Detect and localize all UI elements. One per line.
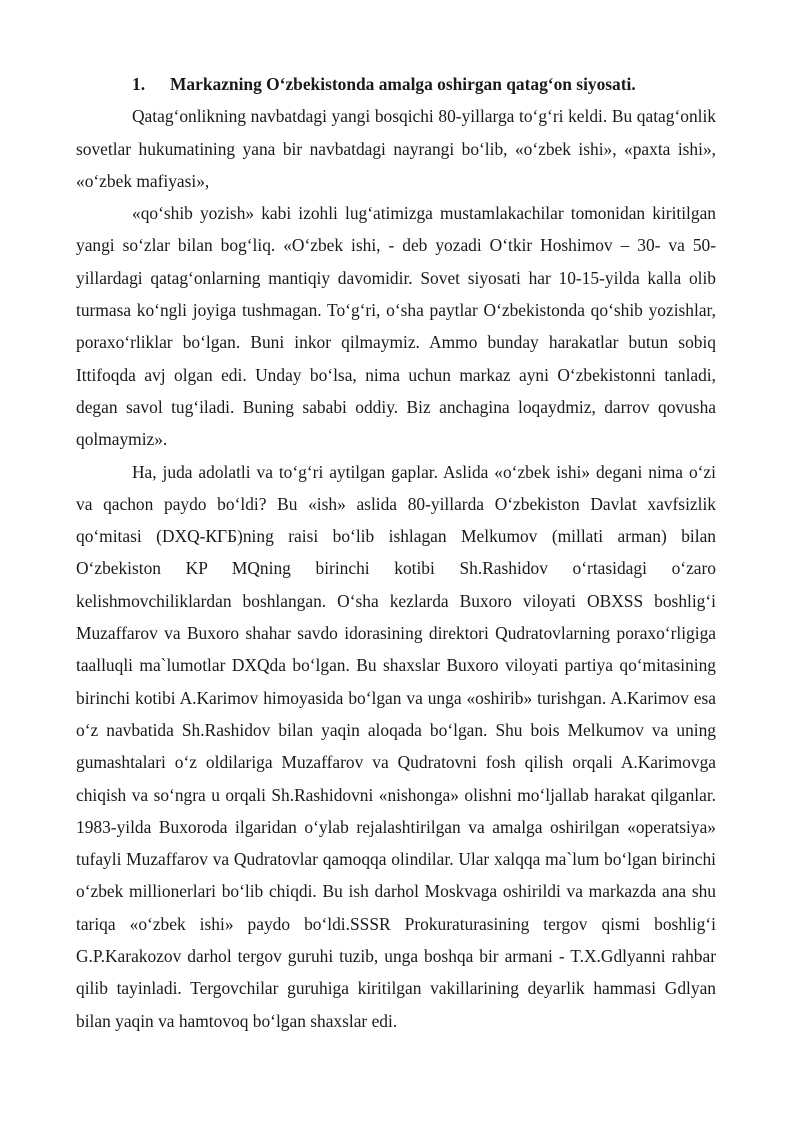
section-heading [76, 68, 716, 100]
section-number: 1. [132, 74, 146, 94]
paragraph-3: Ha, juda adolatli va to‘g‘ri aytilgan gaplar. Aslida «o‘zbek ishi» degani nima o‘zi va qachon paydo bo‘ldi? Bu «ish» aslida 80-yillarda O‘zbekiston Davlat xavfsizlik qo‘mitasi (DXQ-КГБ)ning raisi bo‘lib ishlagan Melkumov (millati arman) bilan O‘zbekiston KP MQning birinchi kotibi Sh.Rashidov o‘rtasidagi o‘zaro kelishmovchiliklardan boshlangan. O‘sha kezlarda Buxoro viloyati OBXSS boshlig‘i Muzaffarov va Buxoro shahar savdo idorasining direktori Qudratovlarning poraxo‘rligiga taalluqli ma`lumotlar DXQda bo‘lgan. Bu shaxslar Buxoro viloyati partiya qo‘mitasining birinchi kotibi A.Karimov himoyasida bo‘lgan va unga «oshirib» turishgan. A.Karimov esa o‘z navbatida Sh.Rashidov bilan yaqin aloqada bo‘lgan. Shu bois Melkumov va uning gumashtalari o‘z oldilariga Muzaffarov va Qudratovni fosh qilish orqali A.Karimovga chiqish va so‘ngra u orqali Sh.Rashidovni «nishonga» olishni mo‘ljallab harakat qilganlar. 1983-yilda Buxoroda ilgaridan o‘ylab rejalashtirilgan va amalga oshirilgan «operatsiya» tufayli Muzaffarov va Qudratovlar qamoqqa olindilar. Ular xalqqa ma`lum bo‘lgan birinchi o‘zbek millionerlari bo‘lib chiqdi. Bu ish darhol Moskvaga oshirildi va markazda ana shu tariqa «o‘zbek ishi» paydo bo‘ldi.SSSR Prokuraturasining tergov qismi boshlig‘i G.P.Karakozov darhol tergov guruhi tuzib, unga boshqa bir armani - T.X.Gdlyanni rahbar qilib tayinladi. Tergovchilar guruhiga kiritilgan vakillarining deyarlik hammasi Gdlyan bilan yaqin va hamtovoq bo‘lgan shaxslar edi. [76, 461, 716, 1031]
paragraph-1: Qatag‘onlikning navbatdagi yangi bosqichi 80-yillarga to‘g‘ri keldi. Bu qatag‘onlik sovetlar hukumatining yana bir navbatdagi nayrangi bo‘lib, «o‘zbek ishi», «paxta ishi», «o‘zbek mafiyasi», [76, 106, 716, 191]
paragraph-2: «qo‘shib yozish» kabi izohli lug‘atimizga mustamlakachilar tomonidan kiritilgan yangi so‘zlar bilan bog‘liq. «O‘zbek ishi, - deb yozadi O‘tkir Hoshimov – 30- va 50-yillardagi qatag‘onlarning mantiqiy davomidir. Sovet siyosati har 10-15-yilda kalla olib turmasa ko‘ngli joyiga tushmagan. To‘g‘ri, o‘sha paytlar O‘zbekistonda qo‘shib yozishlar, poraxo‘rliklar bo‘lgan. Buni inkor qilmaymiz. Ammo bunday harakatlar butun sobiq Ittifoqda avj olgan edi. Unday bo‘lsa, nima uchun markaz ayni O‘zbekistonni tanladi, degan savol tug‘iladi. Buning sababi oddiy. Biz anchagina loqaydmiz, darrov qovusha qolmaymiz». [76, 203, 716, 450]
section-title: Markazning O‘zbekistonda amalga oshirgan qatag‘on siyosati. [170, 74, 636, 94]
document-page [76, 68, 716, 1037]
